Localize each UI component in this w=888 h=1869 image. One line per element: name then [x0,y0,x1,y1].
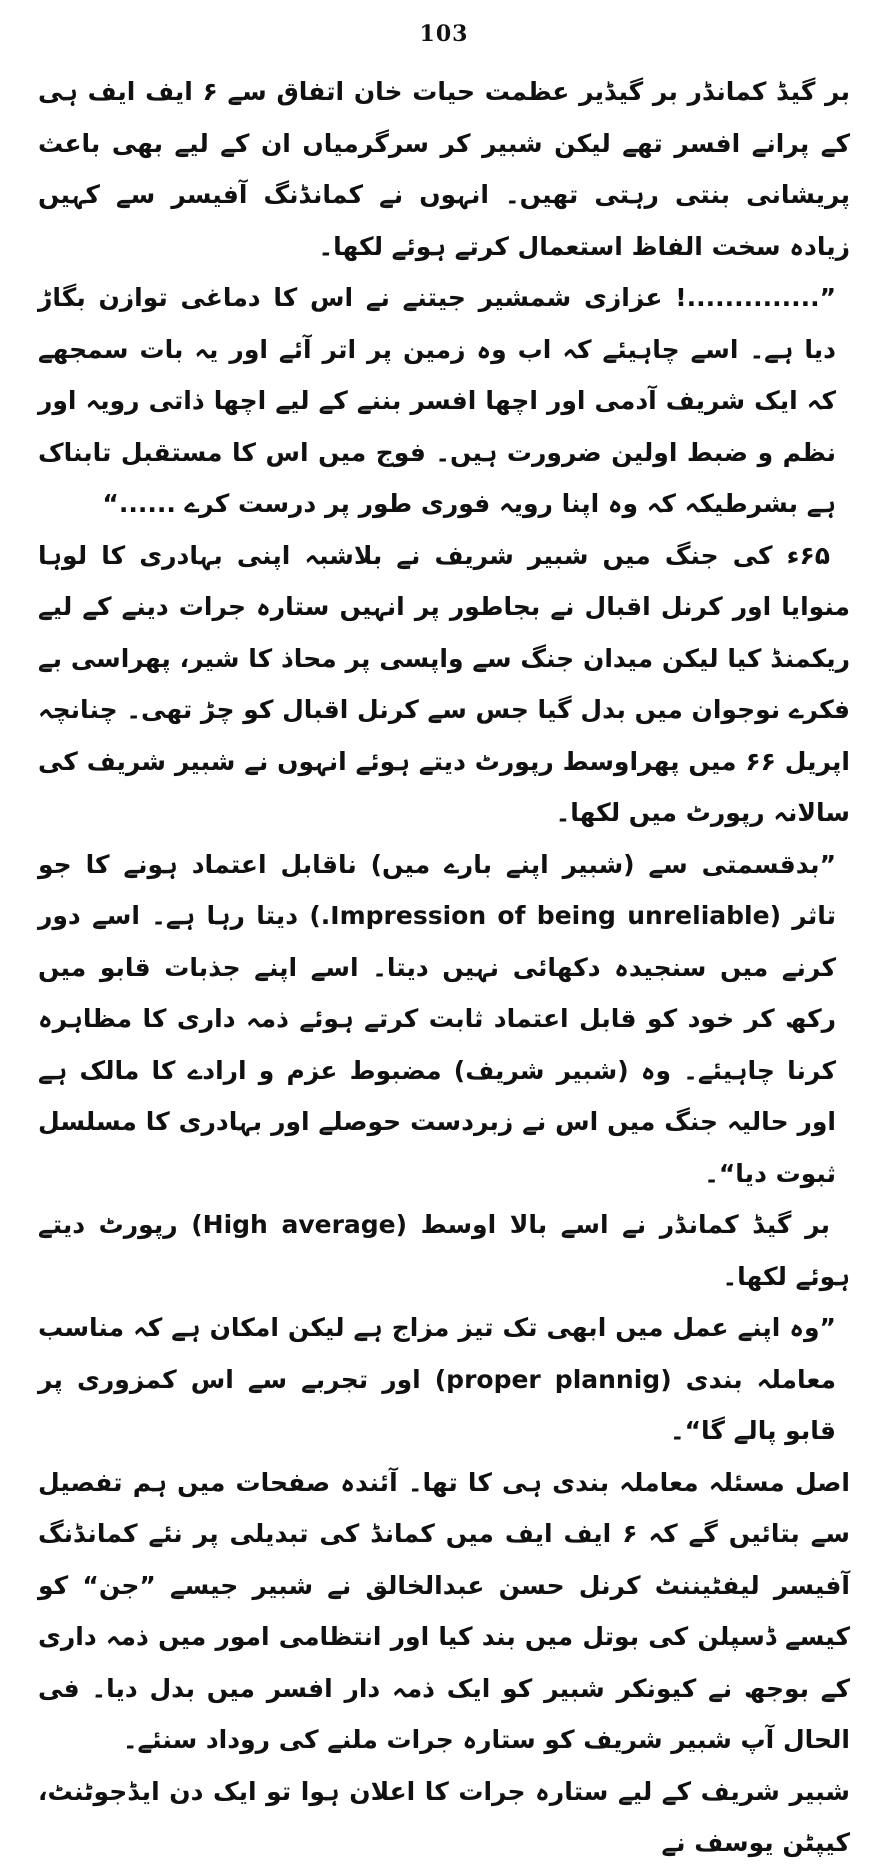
paragraph-sitara-e-jurat-announcement: شبیر شریف کے لیے ستارہ جرات کا اعلان ہوا تو ایک دن ایڈجوٹنٹ، کیپٹن یوسف نے [38,1776,850,1857]
paragraph-brigade-commander-intro: بر گیڈ کمانڈر بر گیڈیر عظمت حیات خان اتفاق سے ۶ ایف ایف ہی کے پرانے افسر تھے لیکن شبیر کر سرگرمیاں ان کے لیے بھی باعث پریشانی بنتی رہتی تھیں۔ انہوں نے کمانڈنگ آفیسر سے کہیں زیادہ سخت الفاظ استعمال کرتے ہوئے لکھا۔ [38,77,851,261]
paragraph-1965-war: ۶۵ء کی جنگ میں شبیر شریف نے بلاشبہ اپنی بہادری کا لوہا منوایا اور کرنل اقبال نے بجاطور پر انہیں ستارہ جرات دینے کے لیے ریکمنڈ کیا لیکن میدان جنگ سے واپسی پر محاذ کا شیر، پھراسی بے فکرے نوجوان میں بدل گیا جس سے کرنل اقبال کو چڑ تھی۔ چنانچہ اپریل ۶۶ میں پھراوسط رپورٹ دیتے ہوئے انہوں نے شبیر شریف کی سالانہ رپورٹ میں لکھا۔ [38,540,850,827]
quote-proper-planning: ”وہ اپنے عمل میں ابھی تک تیز مزاج ہے لیکن امکان ہے کہ مناسب معاملہ بندی (proper plannig) اور تجربے سے اس کمزوری پر قابو پالے گا“۔ [38,1313,836,1445]
page-number: 103 [419,21,469,47]
quote-colonel-iqbal-report: ”بدقسمتی سے (شبیر اپنے بارے میں) ناقابل اعتماد ہونے کا جو تاثر (Impression of being unreliable.) دیتا رہا ہے۔ اسے دور کرنے میں سنجیدہ دکھائی نہیں دیتا۔ اسے اپنے جذبات قابو میں رکھ کر خود کو قابل اعتماد ثابت کرتے ہوئے ذمہ داری کا مظاہرہ کرنا چاہیئے۔ وہ (شبیر شریف) مضبوط عزم و ارادے کا مالک ہے اور حالیہ جنگ میں اس نے زبردست حوصلے اور بہادری کا مسلسل ثبوت دیا“۔ [38,849,837,1188]
paragraph-high-average-report: بر گیڈ کمانڈر نے اسے بالا اوسط (High average) رپورٹ دیتے ہوئے لکھا۔ [38,1210,850,1291]
quote-brigade-commander-report: ”..............! عزازی شمشیر جیتنے نے اس کا دماغی توازن بگاڑ دیا ہے۔ اسے چاہیئے کہ اب وہ زمین پر اتر آئے اور یہ بات سمجھے کہ ایک شریف آدمی اور اچھا افسر بننے کے لیے اچھا ذاتی رویہ اور نظم و ضبط اولین ضرورت ہیں۔ فوج میں اس کا مستقبل تابناک ہے بشرطیکہ کہ وہ اپنا رویہ فوری طور پر درست کرے ......“ [38,283,836,518]
paragraph-real-problem: اصل مسئلہ معاملہ بندی ہی کا تھا۔ آئندہ صفحات میں ہم تفصیل سے بتائیں گے کہ ۶ ایف ایف میں کمانڈ کی تبدیلی پر نئے کمانڈنگ آفیسر لیفٹیننٹ کرنل حسن عبدالخالق نے شبیر جیسے ”جن“ کو کیسے ڈسپلن کی بوتل میں بند کیا اور انتظامی امور میں ذمہ داری کے بوجھ نے کیونکر شبیر کو ایک ذمہ دار افسر میں بدل دیا۔ فی الحال آپ شبیر شریف کو ستارہ جرات ملنے کی روداد سنئے۔ [38,1467,850,1754]
page-body [38,66,850,1869]
